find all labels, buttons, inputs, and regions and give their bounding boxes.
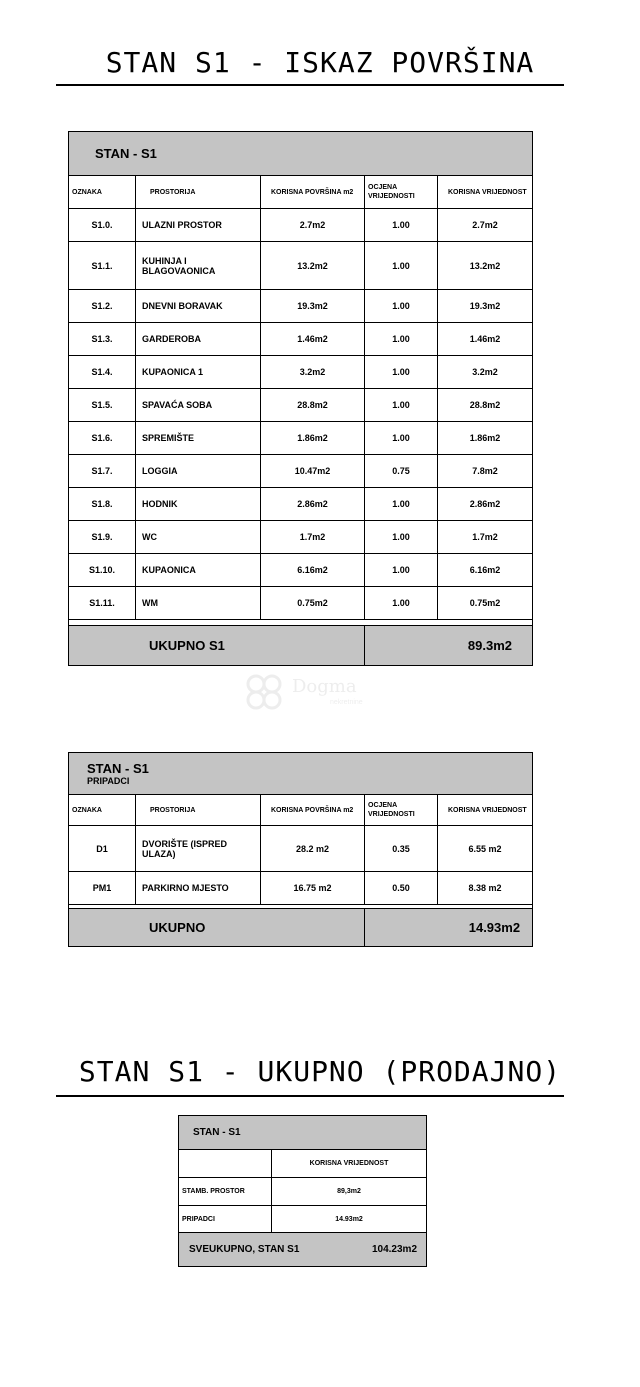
row-coef: 1.00 — [365, 587, 438, 620]
row-code: S1.9. — [69, 521, 136, 554]
row-area: 1.86m2 — [261, 422, 365, 455]
summary-title-row — [179, 1116, 427, 1150]
summary-header-empty — [179, 1150, 272, 1178]
row-value: 1.46m2 — [438, 323, 533, 356]
appurtenances-subtitle: PRIPADCI — [87, 776, 130, 786]
area-table-body — [69, 209, 533, 620]
row-coef: 1.00 — [365, 290, 438, 323]
row-value: 1.86m2 — [438, 422, 533, 455]
area-table-title-row — [69, 132, 533, 176]
total-value: 89.3m2 — [365, 626, 533, 666]
row-room: HODNIK — [136, 488, 261, 521]
summary-title: STAN - S1 — [179, 1116, 427, 1150]
row-coef: 1.00 — [365, 242, 438, 290]
header-value: KORISNA VRIJEDNOST — [438, 176, 533, 209]
table-row — [69, 356, 533, 389]
summary-value: 14.93m2 — [272, 1206, 427, 1233]
table-row — [69, 422, 533, 455]
row-room: SPAVAĆA SOBA — [136, 389, 261, 422]
row-coef: 0.35 — [365, 826, 438, 872]
table-row — [69, 872, 533, 905]
row-code: S1.2. — [69, 290, 136, 323]
row-room: DVORIŠTE (ISPRED ULAZA) — [136, 826, 261, 872]
row-room: DNEVNI BORAVAK — [136, 290, 261, 323]
row-coef: 1.00 — [365, 422, 438, 455]
row-code: D1 — [69, 826, 136, 872]
heading-underline — [56, 84, 564, 86]
row-coef: 0.50 — [365, 872, 438, 905]
summary-label: STAMB. PROSTOR — [179, 1178, 272, 1206]
table-row — [69, 554, 533, 587]
row-code: S1.8. — [69, 488, 136, 521]
table-row — [69, 389, 533, 422]
row-code: S1.11. — [69, 587, 136, 620]
row-value: 3.2m2 — [438, 356, 533, 389]
row-area: 2.86m2 — [261, 488, 365, 521]
row-value: 1.7m2 — [438, 521, 533, 554]
row-coef: 0.75 — [365, 455, 438, 488]
row-room: LOGGIA — [136, 455, 261, 488]
appurtenances-total-row — [69, 909, 533, 947]
summary-total-value: 104.23m2 — [371, 1244, 418, 1255]
row-code: S1.10. — [69, 554, 136, 587]
watermark-logo — [238, 662, 408, 722]
row-room: GARDEROBA — [136, 323, 261, 356]
table-row — [69, 455, 533, 488]
row-room: ULAZNI PROSTOR — [136, 209, 261, 242]
header-room: PROSTORIJA — [136, 795, 261, 826]
row-area: 1.7m2 — [261, 521, 365, 554]
appurtenances-header-row — [69, 795, 533, 826]
row-code: S1.1. — [69, 242, 136, 290]
area-table-total-row — [69, 626, 533, 666]
row-room: KUPAONICA — [136, 554, 261, 587]
header-area: KORISNA POVRŠINA m2 — [261, 176, 365, 209]
table-row — [69, 323, 533, 356]
row-area: 19.3m2 — [261, 290, 365, 323]
row-room: WM — [136, 587, 261, 620]
row-area: 16.75 m2 — [261, 872, 365, 905]
row-room: PARKIRNO MJESTO — [136, 872, 261, 905]
summary-row — [179, 1206, 427, 1233]
page-heading-total: STAN S1 - UKUPNO (PRODAJNO) — [78, 1055, 562, 1088]
summary-total-row — [179, 1233, 427, 1267]
table-row — [69, 488, 533, 521]
appurtenances-body — [69, 826, 533, 905]
row-value: 2.86m2 — [438, 488, 533, 521]
row-area: 2.7m2 — [261, 209, 365, 242]
summary-value: 89,3m2 — [272, 1178, 427, 1206]
row-value: 6.55 m2 — [438, 826, 533, 872]
header-room: PROSTORIJA — [136, 176, 261, 209]
header-area: KORISNA POVRŠINA m2 — [261, 795, 365, 826]
watermark-sub: nekretnine — [330, 699, 363, 706]
page-heading-area: STAN S1 - ISKAZ POVRŠINA — [105, 46, 535, 79]
table-row — [69, 587, 533, 620]
summary-total — [179, 1233, 427, 1267]
area-table — [68, 131, 533, 666]
row-coef: 1.00 — [365, 209, 438, 242]
header-coef: OCJENA VRIJEDNOSTI — [365, 795, 438, 826]
row-coef: 1.00 — [365, 521, 438, 554]
row-code: S1.4. — [69, 356, 136, 389]
header-value: KORISNA VRIJEDNOST — [438, 795, 533, 826]
row-value: 2.7m2 — [438, 209, 533, 242]
row-code: S1.6. — [69, 422, 136, 455]
row-coef: 1.00 — [365, 323, 438, 356]
summary-header-value: KORISNA VRIJEDNOST — [272, 1150, 427, 1178]
row-code: S1.0. — [69, 209, 136, 242]
row-value: 19.3m2 — [438, 290, 533, 323]
row-area: 13.2m2 — [261, 242, 365, 290]
row-area: 0.75m2 — [261, 587, 365, 620]
row-coef: 1.00 — [365, 554, 438, 587]
summary-row — [179, 1178, 427, 1206]
appurtenances-title-row — [69, 753, 533, 795]
area-table-header-row — [69, 176, 533, 209]
summary-total-label: SVEUKUPNO, STAN S1 — [189, 1244, 300, 1255]
row-room: KUPAONICA 1 — [136, 356, 261, 389]
row-code: PM1 — [69, 872, 136, 905]
row-code: S1.5. — [69, 389, 136, 422]
row-value: 28.8m2 — [438, 389, 533, 422]
row-room: WC — [136, 521, 261, 554]
row-value: 0.75m2 — [438, 587, 533, 620]
header-code: OZNAKA — [69, 795, 136, 826]
watermark-name: Dogma — [292, 676, 357, 697]
row-area: 3.2m2 — [261, 356, 365, 389]
row-area: 28.2 m2 — [261, 826, 365, 872]
row-code: S1.7. — [69, 455, 136, 488]
header-code: OZNAKA — [69, 176, 136, 209]
table-row — [69, 242, 533, 290]
row-value: 13.2m2 — [438, 242, 533, 290]
table-row — [69, 209, 533, 242]
row-area: 28.8m2 — [261, 389, 365, 422]
area-table-title: STAN - S1 — [69, 132, 533, 176]
total-label: UKUPNO S1 — [69, 626, 365, 666]
appurtenances-title: STAN - S1 — [87, 761, 149, 776]
row-room: KUHINJA I BLAGOVAONICA — [136, 242, 261, 290]
heading-underline — [56, 1095, 564, 1097]
row-code: S1.3. — [69, 323, 136, 356]
summary-table — [178, 1115, 427, 1267]
row-value: 6.16m2 — [438, 554, 533, 587]
appurtenances-title-cell — [69, 753, 533, 795]
table-row — [69, 290, 533, 323]
summary-header-row — [179, 1150, 427, 1178]
row-coef: 1.00 — [365, 389, 438, 422]
row-area: 10.47m2 — [261, 455, 365, 488]
row-coef: 1.00 — [365, 488, 438, 521]
header-coef: OCJENA VRIJEDNOSTI — [365, 176, 438, 209]
row-value: 8.38 m2 — [438, 872, 533, 905]
total-value: 14.93m2 — [365, 909, 533, 947]
row-coef: 1.00 — [365, 356, 438, 389]
row-area: 1.46m2 — [261, 323, 365, 356]
table-row — [69, 826, 533, 872]
row-value: 7.8m2 — [438, 455, 533, 488]
summary-label: PRIPADCI — [179, 1206, 272, 1233]
appurtenances-table — [68, 752, 533, 947]
row-area: 6.16m2 — [261, 554, 365, 587]
row-room: SPREMIŠTE — [136, 422, 261, 455]
table-row — [69, 521, 533, 554]
total-label: UKUPNO — [69, 909, 365, 947]
